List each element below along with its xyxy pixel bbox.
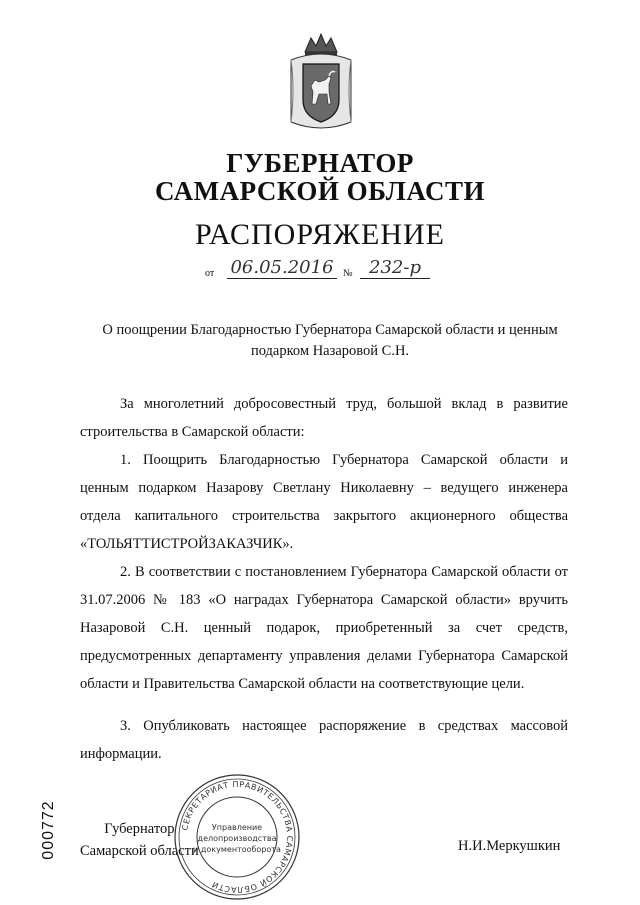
- document-type: РАСПОРЯЖЕНИЕ: [194, 218, 446, 251]
- stamp-center-line3: и документооборота: [193, 845, 281, 854]
- document-subject: [60, 320, 600, 362]
- stamp-center-line2: делопроизводства: [197, 834, 277, 843]
- registration-number: 000772: [40, 800, 57, 860]
- number-value: 232-р: [360, 258, 430, 279]
- item-2-paragraph: 2. В соответствии с постановлением Губернатора Самарской области от 31.07.2006 № 183 «О наградах Губернатора Самарской области» вручить Назаровой С.Н. ценный подарок, приобретенный за счет средств, предусмотренных департаменту управления делами Губернатора Самарской области и Правительства Самарской области на соответствующие цели.: [80, 564, 568, 692]
- coat-of-arms-icon: [285, 30, 357, 134]
- issuer-title-line2: САМАРСКОЙ ОБЛАСТИ: [154, 176, 486, 206]
- signatory-title-line1: Губернатор: [104, 821, 175, 837]
- subject-line1: О поощрении Благодарностью Губернатора Самарской области и ценным: [102, 322, 558, 338]
- stamp-center-line1: Управление: [211, 823, 263, 832]
- issuer-title-line1: ГУБЕРНАТОР: [226, 148, 414, 178]
- signatory-name: Н.И.Меркушкин: [458, 838, 561, 854]
- signatory-title-line2: Самарской области: [80, 843, 199, 859]
- date-value: 06.05.2016: [227, 258, 337, 279]
- item-1-paragraph: 1. Поощрить Благодарностью Губернатора Самарской области и ценным подарком Назарову Светлану Николаевну – ведущего инженера отдела капитального строительства закрытого акционерного общества «ТОЛЬЯТТИСТРОЙЗАКАЗЧИК».: [80, 452, 568, 552]
- date-label: от: [205, 268, 215, 279]
- stamp-ring-text: СЕКРЕТАРИАТ ПРАВИТЕЛЬСТВА САМАРСКОЙ ОБЛАСТИ: [180, 779, 295, 895]
- item-3-paragraph: 3. Опубликовать настоящее распоряжение в средствах массовой информации.: [80, 718, 568, 762]
- intro-paragraph: За многолетний добросовестный труд, большой вклад в развитие строительства в Самарской области:: [80, 396, 568, 440]
- number-label: №: [343, 268, 353, 279]
- subject-line2: подарком Назаровой С.Н.: [250, 343, 410, 359]
- official-stamp: [172, 772, 302, 902]
